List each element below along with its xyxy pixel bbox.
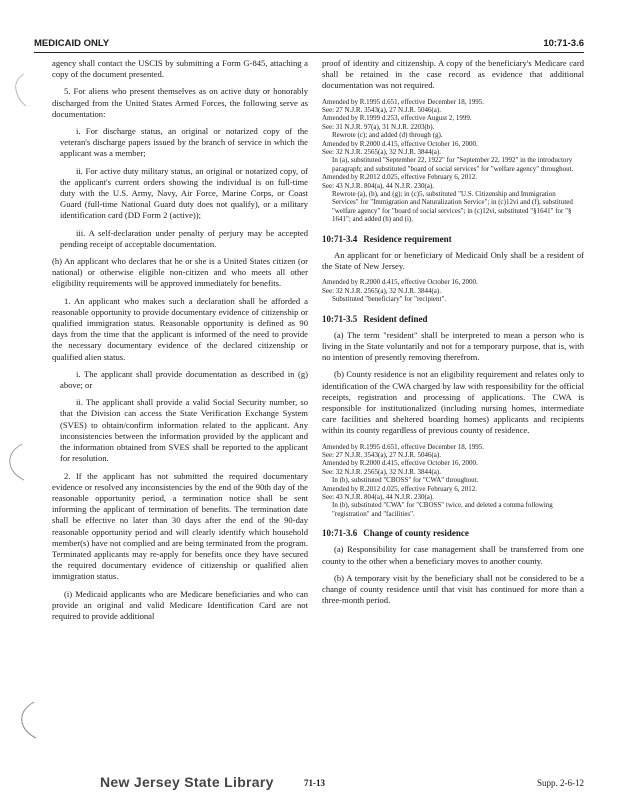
- note-line: Substituted "beneficiary" for "recipient".: [332, 295, 447, 304]
- header-title: MEDICAID ONLY: [34, 38, 110, 49]
- note-line: Amended by R.2000 d.415, effective October 16, 2000.: [322, 278, 478, 287]
- paragraph: 1. An applicant who makes such a declaration shall be afforded a reasonable opportunity to provide documentary evidence of citizenship or qualified immigration status. Reasonable opportunity is defined as 90 days from the time that the applicant is informed of the need to provide the necessary documentary evidence of the declared citizenship or qualified alien status.: [52, 295, 308, 362]
- paragraph: proof of identity and citizenship. A copy of the beneficiary's Medicare card shall be retained in the case record as evidence that additional documentation was not required.: [322, 58, 584, 91]
- right-column: [322, 58, 584, 612]
- note-line: See: 32 N.J.R. 2565(a), 32 N.J.R. 3844(a).: [322, 467, 441, 476]
- paragraph: iii. A self-declaration under penalty of perjury may be accepted pending receipt of acceptable documentation.: [60, 227, 308, 249]
- page-footer: [34, 774, 584, 794]
- section-number: 10:71-3.5: [322, 313, 358, 324]
- section-heading: [322, 528, 584, 539]
- header-section: 10:71-3.6: [543, 38, 584, 49]
- section-title: Change of county residence: [363, 528, 469, 539]
- paragraph: i. For discharge status, an original or notarized copy of the veteran's discharge papers issued by the branch of service in which the applicant was a member;: [60, 126, 308, 159]
- note-line: Amended by R.1999 d.253, effective August 2, 1999.: [322, 114, 472, 123]
- note-line: Amended by R.1995 d.651, effective December 18, 1995.: [322, 442, 484, 451]
- note-line: In (a), substituted "September 22, 1922" for "September 22, 1992" in the introductory paragraph; and substituted "board of social services" for "welfare agency" throughout.: [332, 156, 574, 173]
- paragraph: An applicant for or beneficiary of Medicaid Only shall be a resident of the State of New Jersey.: [322, 249, 584, 272]
- running-header: [34, 38, 584, 52]
- note-line: See: 31 N.J.R. 97(a), 31 N.J.R. 2203(b).: [322, 122, 435, 131]
- history-note: [322, 278, 584, 303]
- supplement-date: Supp. 2-6-12: [537, 778, 584, 788]
- note-line: Rewrote (c); and added (d) through (g).: [332, 131, 443, 140]
- note-line: See: 27 N.J.R. 3543(a), 27 N.J.R. 5046(a).: [322, 106, 441, 115]
- paragraph: (a) The term "resident" shall be interpreted to mean a person who is living in the State voluntarily and not for a temporary purpose, that is, with no intention of presently removing therefrom.: [322, 329, 584, 363]
- paragraph: (a) Responsibility for case management shall be transferred from one county to the other when a beneficiary moves to another county.: [322, 544, 584, 566]
- note-line: See: 32 N.J.R. 2565(a), 32 N.J.R. 3844(a).: [322, 286, 441, 295]
- paragraph: (b) A temporary visit by the beneficiary shall not be considered to be a change of county residence until that visit has continued for more than a three-month period.: [322, 572, 584, 606]
- note-line: Amended by R.2012 d.025, effective February 6, 2012.: [322, 173, 478, 182]
- note-line: See: 27 N.J.R. 3543(a), 27 N.J.R. 5046(a).: [322, 450, 441, 459]
- paragraph: agency shall contact the USCIS by submitting a Form G-845, attaching a copy of the document presented.: [52, 58, 308, 80]
- note-line: See: 43 N.J.R. 804(a), 44 N.J.R. 230(a).: [322, 181, 434, 190]
- note-line: In (b), substituted "CBOSS" for "CWA" throughout.: [332, 476, 479, 485]
- paragraph: 2. If the applicant has not submitted the required documentary evidence or resolved any inconsistencies by the end of the 90th day of the reasonable opportunity period, a termination notice shall be sent informing the applicant of termination of benefits. The termination date shall be effective no later than 30 days after the end of the 90-day reasonable opportunity period and will clearly identify which household member(s) have not complied and are being terminated from the program. Terminated applicants may re-apply for benefits once they have secured the required documentary evidence of citizenship or qualified alien immigration status.: [52, 470, 308, 582]
- note-line: Rewrote (a), (b), and (g); in (c)5, substituted "U.S. Citizenship and Immigration Services" for "Immigration and Naturalization Service"; in (c)12vi and (f), substituted "welfare agency" for "board of social services"; in (c)12vi, substituted "§1641" for "§ 1641"; and added (h) and (i).: [332, 190, 573, 224]
- paragraph: ii. The applicant shall provide a valid Social Security number, so that the Division can access the State Verification Exchange System (SVES) to obtain/confirm information related to the applicant. Any inconsistencies between the information provided by the applicant and the information obtained from SVES shall be reported to the applicant for resolution.: [60, 397, 308, 464]
- left-column: [52, 58, 308, 628]
- note-line: Amended by R.1995 d.651, effective December 18, 1995.: [322, 97, 484, 106]
- section-title: Residence requirement: [363, 233, 452, 244]
- history-note: [322, 443, 584, 519]
- section-heading: [322, 314, 584, 325]
- punch-hole-mark-top: [10, 70, 30, 110]
- note-line: Amended by R.2012 d.025, effective February 6, 2012.: [322, 484, 478, 493]
- paragraph: (b) County residence is not an eligibility requirement and relates only to identification of the CWA charged by law with responsibility for the official receipts, registration and processing of applications. The CWA is responsible for institutionalized (including nursing homes, intermediate care facilities and sheltered boarding homes) applicants and recipients within its county regardless of previous county of residence.: [322, 369, 584, 436]
- paragraph: (h) An applicant who declares that he or she is a United States citizen (or national) or otherwise eligible non-citizen and who meets all other eligibility requirements will be approved immediately for benefits.: [52, 256, 308, 289]
- punch-hole-mark-bottom: [16, 698, 40, 742]
- note-line: See: 32 N.J.R. 2565(a), 32 N.J.R. 3844(a).: [322, 148, 441, 157]
- page-number: 71-13: [304, 778, 325, 788]
- note-line: See: 43 N.J.R. 804(a), 44 N.J.R. 230(a).: [322, 493, 434, 501]
- paragraph: 5. For aliens who present themselves as on active duty or honorably discharged from the United States Armed Forces, the following serve as documentation:: [52, 86, 308, 119]
- note-line: In (b), substituted "CWA" for "CBOSS" twice, and deleted a comma following "registration" and "facilities".: [332, 501, 553, 518]
- header-rule: [34, 52, 584, 53]
- note-line: Amended by R.2000 d.415, effective October 16, 2000.: [322, 139, 478, 148]
- section-title: Resident defined: [363, 313, 428, 324]
- paragraph: (i) Medicaid applicants who are Medicare beneficiaries and who can provide an original and valid Medicare Identification Card are not required to provide additional: [52, 588, 308, 621]
- section-number: 10:71-3.6: [322, 528, 358, 539]
- punch-hole-mark-middle: [4, 440, 28, 484]
- history-note: [322, 98, 584, 224]
- note-line: Amended by R.2000 d.415, effective October 16, 2000.: [322, 459, 478, 468]
- library-watermark: New Jersey State Library: [100, 774, 274, 790]
- paragraph: i. The applicant shall provide documentation as described in (g) above; or: [60, 368, 308, 391]
- paragraph: ii. For active duty military status, an original or notarized copy, of the applicant's current orders showing the individual is on full-time duty with the U.S. Army, Navy, Air Force, Marine Corps, or Coast Guard (full-time National Guard duty does not qualify), or a military identification card (DD Form 2 (active));: [60, 165, 308, 221]
- section-number: 10:71-3.4: [322, 233, 358, 244]
- section-heading: [322, 234, 584, 245]
